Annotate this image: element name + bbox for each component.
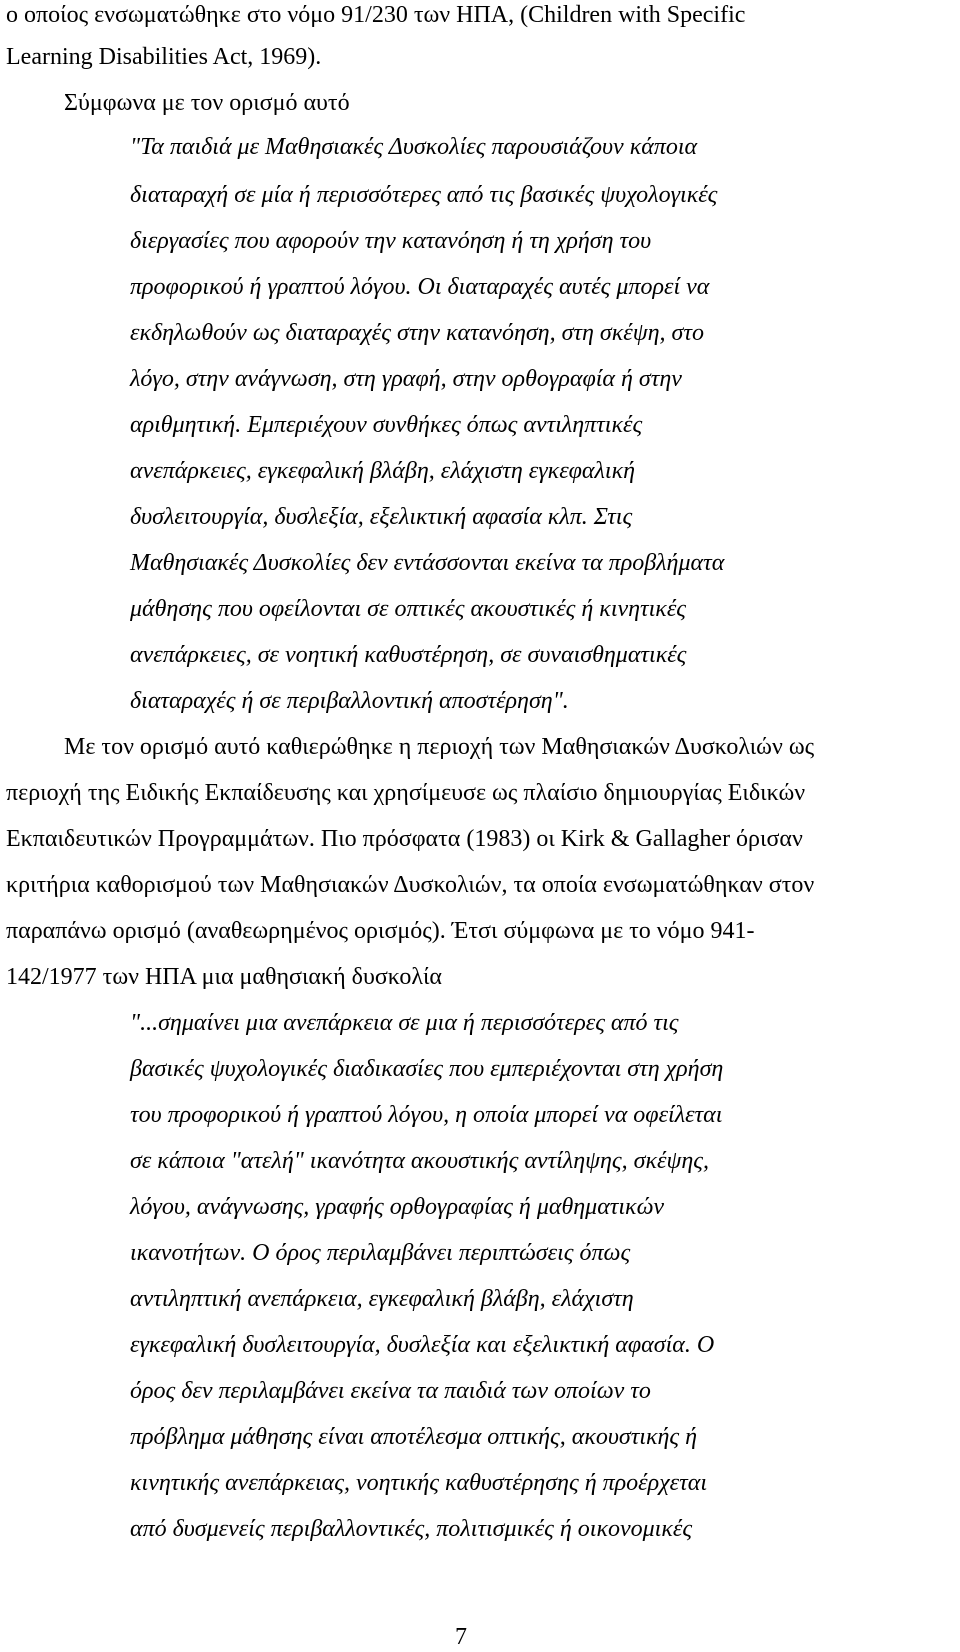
quote-line: διαταραχή σε μία ή περισσότερες από τις βασικές ψυχολογικές — [130, 182, 718, 208]
body-line: Με τον ορισμό αυτό καθιερώθηκε η περιοχή των Μαθησιακών Δυσκολιών ως — [64, 734, 815, 760]
quote-line: διαταραχές ή σε περιβαλλοντική αποστέρηση". — [130, 688, 569, 714]
quote-line: μάθησης που οφείλονται σε οπτικές ακουστικές ή κινητικές — [130, 596, 687, 622]
quote-line: προφορικού ή γραπτού λόγου. Οι διαταραχές αυτές μπορεί να — [130, 274, 710, 300]
body-line: Εκπαιδευτικών Προγραμμάτων. Πιο πρόσφατα (1983) οι Kirk & Gallagher όρισαν — [6, 826, 803, 852]
body-line: παραπάνω ορισμό (αναθεωρημένος ορισμός). Έτσι σύμφωνα με το νόμο 941- — [6, 918, 755, 944]
quote-line: ανεπάρκειες, εγκεφαλική βλάβη, ελάχιστη εγκεφαλική — [130, 458, 636, 484]
page-number: 7 — [455, 1624, 467, 1650]
quote-line: σε κάποια "ατελή" ικανότητα ακουστικής αντίληψης, σκέψης, — [130, 1148, 710, 1174]
quote-line: λόγο, στην ανάγνωση, στη γραφή, στην ορθογραφία ή στην — [130, 366, 682, 392]
intro-line — [6, 0, 928, 30]
quote-line: Μαθησιακές Δυσκολίες δεν εντάσσονται εκείνα τα προβλήματα — [130, 550, 725, 576]
quote-line: βασικές ψυχολογικές διαδικασίες που εμπεριέχονται στη χρήση — [130, 1056, 724, 1082]
quote-line: του προφορικού ή γραπτού λόγου, η οποία μπορεί να οφείλεται — [130, 1102, 723, 1128]
text-span: ο οποίος ενσωματώθηκε στο νόμο 91/230 των ΗΠΑ, (Children with Specific — [6, 2, 746, 28]
quote-line: δυσλειτουργία, δυσλεξία, εξελικτική αφασία κλπ. Στις — [130, 504, 633, 530]
quote-line: αριθμητική. Εμπεριέχουν συνθήκες όπως αντιληπτικές — [130, 412, 643, 438]
quote-line: όρος δεν περιλαμβάνει εκείνα τα παιδιά των οποίων το — [130, 1378, 651, 1404]
intro-line: Σύμφωνα με τον ορισμό αυτό — [64, 90, 350, 116]
intro-line: Learning Disabilities Act, 1969). — [6, 44, 322, 70]
quote-line: εκδηλωθούν ως διαταραχές στην κατανόηση, στη σκέψη, στο — [130, 320, 704, 346]
quote-line: από δυσμενείς περιβαλλοντικές, πολιτισμικές ή οικονομικές — [130, 1516, 693, 1542]
body-line: περιοχή της Ειδικής Εκπαίδευσης και χρησίμευσε ως πλαίσιο δημιουργίας Ειδικών — [6, 780, 806, 806]
quote-line: ανεπάρκειες, σε νοητική καθυστέρηση, σε συναισθηματικές — [130, 642, 687, 668]
quote-line: κινητικής ανεπάρκειας, νοητικής καθυστέρησης ή προέρχεται — [130, 1470, 707, 1496]
quote-line: λόγου, ανάγνωσης, γραφής ορθογραφίας ή μαθηματικών — [130, 1194, 664, 1220]
body-line: κριτήρια καθορισμού των Μαθησιακών Δυσκολιών, τα οποία ενσωματώθηκαν στον — [6, 872, 815, 898]
quote-line: "...σημαίνει μια ανεπάρκεια σε μια ή περισσότερες από τις — [130, 1010, 679, 1036]
quote-line: "Τα παιδιά με Μαθησιακές Δυσκολίες παρουσιάζουν κάποια — [130, 134, 698, 160]
quote-line: πρόβλημα μάθησης είναι αποτέλεσμα οπτικής, ακουστικής ή — [130, 1424, 698, 1450]
quote-line: διεργασίες που αφορούν την κατανόηση ή τη χρήση του — [130, 228, 652, 254]
quote-line: εγκεφαλική δυσλειτουργία, δυσλεξία και εξελικτική αφασία. Ο — [130, 1332, 715, 1358]
quote-line: ικανοτήτων. Ο όρος περιλαμβάνει περιπτώσεις όπως — [130, 1240, 631, 1266]
body-line: 142/1977 των ΗΠΑ μια μαθησιακή δυσκολία — [6, 964, 442, 990]
quote-line: αντιληπτική ανεπάρκεια, εγκεφαλική βλάβη, ελάχιστη — [130, 1286, 634, 1312]
